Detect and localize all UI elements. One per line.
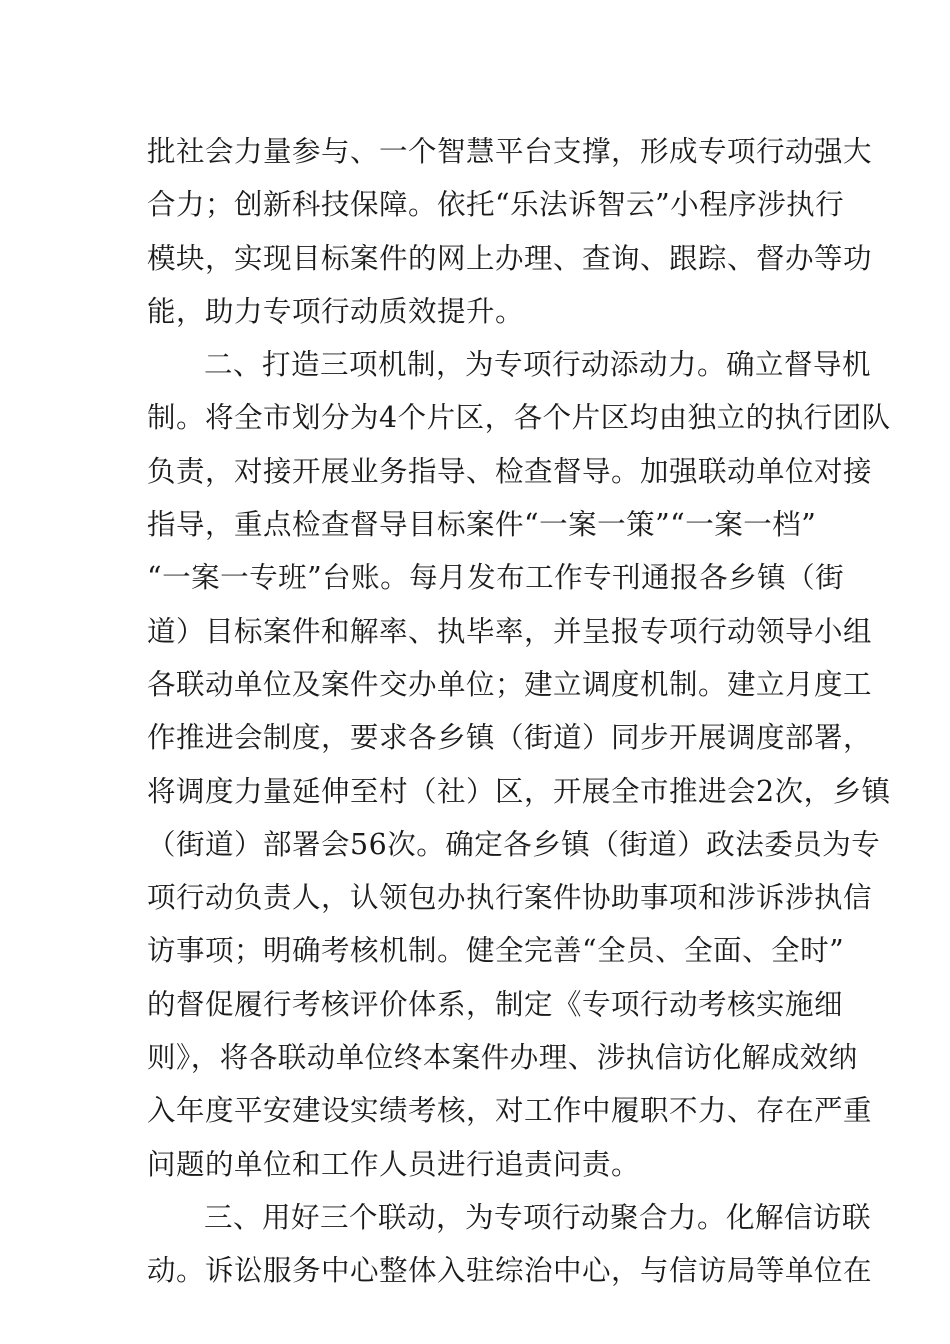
text-line: 项行动负责人，认领包办执行案件协助事项和涉诉涉执信 (147, 881, 873, 915)
paragraph-heading-line: 三、用好三个联动，为专项行动聚合力。化解信访联 (204, 1200, 872, 1234)
text-line: 模块，实现目标案件的网上办理、查询、跟踪、督办等功 (147, 241, 873, 275)
text-line: 批社会力量参与、一个智慧平台支撑，形成专项行动强大 (147, 135, 873, 168)
text-line: 动。诉讼服务中心整体入驻综治中心，与信访局等单位在 (147, 1254, 873, 1288)
text-line: 则》，将各联动单位终本案件办理、涉执信访化解成效纳 (147, 1041, 858, 1075)
text-line: 道）目标案件和解率、执毕率，并呈报专项行动领导小组 (147, 614, 873, 648)
text-line: 负责，对接开展业务指导、检查督导。加强联动单位对接 (147, 454, 873, 488)
text-line: 访事项；明确考核机制。健全完善“全员、全面、全时” (147, 934, 845, 968)
text-line: 各联动单位及案件交办单位；建立调度机制。建立月度工 (147, 667, 873, 701)
text-line: 入年度平安建设实绩考核，对工作中履职不力、存在严重 (147, 1094, 873, 1128)
text-line: 将调度力量延伸至村（社）区，开展全市推进会2次，乡镇 (147, 774, 891, 808)
text-line: （街道）部署会56次。确定各乡镇（街道）政法委员为专 (147, 827, 881, 861)
text-line: 合力；创新科技保障。依托“乐法诉智云”小程序涉执行 (147, 188, 845, 222)
paragraph-heading-line: 二、打造三项机制，为专项行动添动力。确立督导机 (204, 348, 872, 382)
text-line: 作推进会制度，要求各乡镇（街道）同步开展调度部署， (147, 721, 873, 755)
text-line: 的督促履行考核评价体系，制定《专项行动考核实施细 (147, 987, 844, 1021)
text-line: 指导，重点检查督导目标案件“一案一策”“一案一档” (147, 508, 817, 542)
text-line: “一案一专班”台账。每月发布工作专刊通报各乡镇（街 (147, 561, 845, 595)
document-body (147, 125, 891, 1298)
text-line: 制。将全市划分为4个片区，各个片区均由独立的执行团队 (147, 401, 891, 435)
text-line: 问题的单位和工作人员进行追责问责。 (147, 1147, 641, 1181)
text-line: 能，助力专项行动质效提升。 (147, 294, 525, 328)
